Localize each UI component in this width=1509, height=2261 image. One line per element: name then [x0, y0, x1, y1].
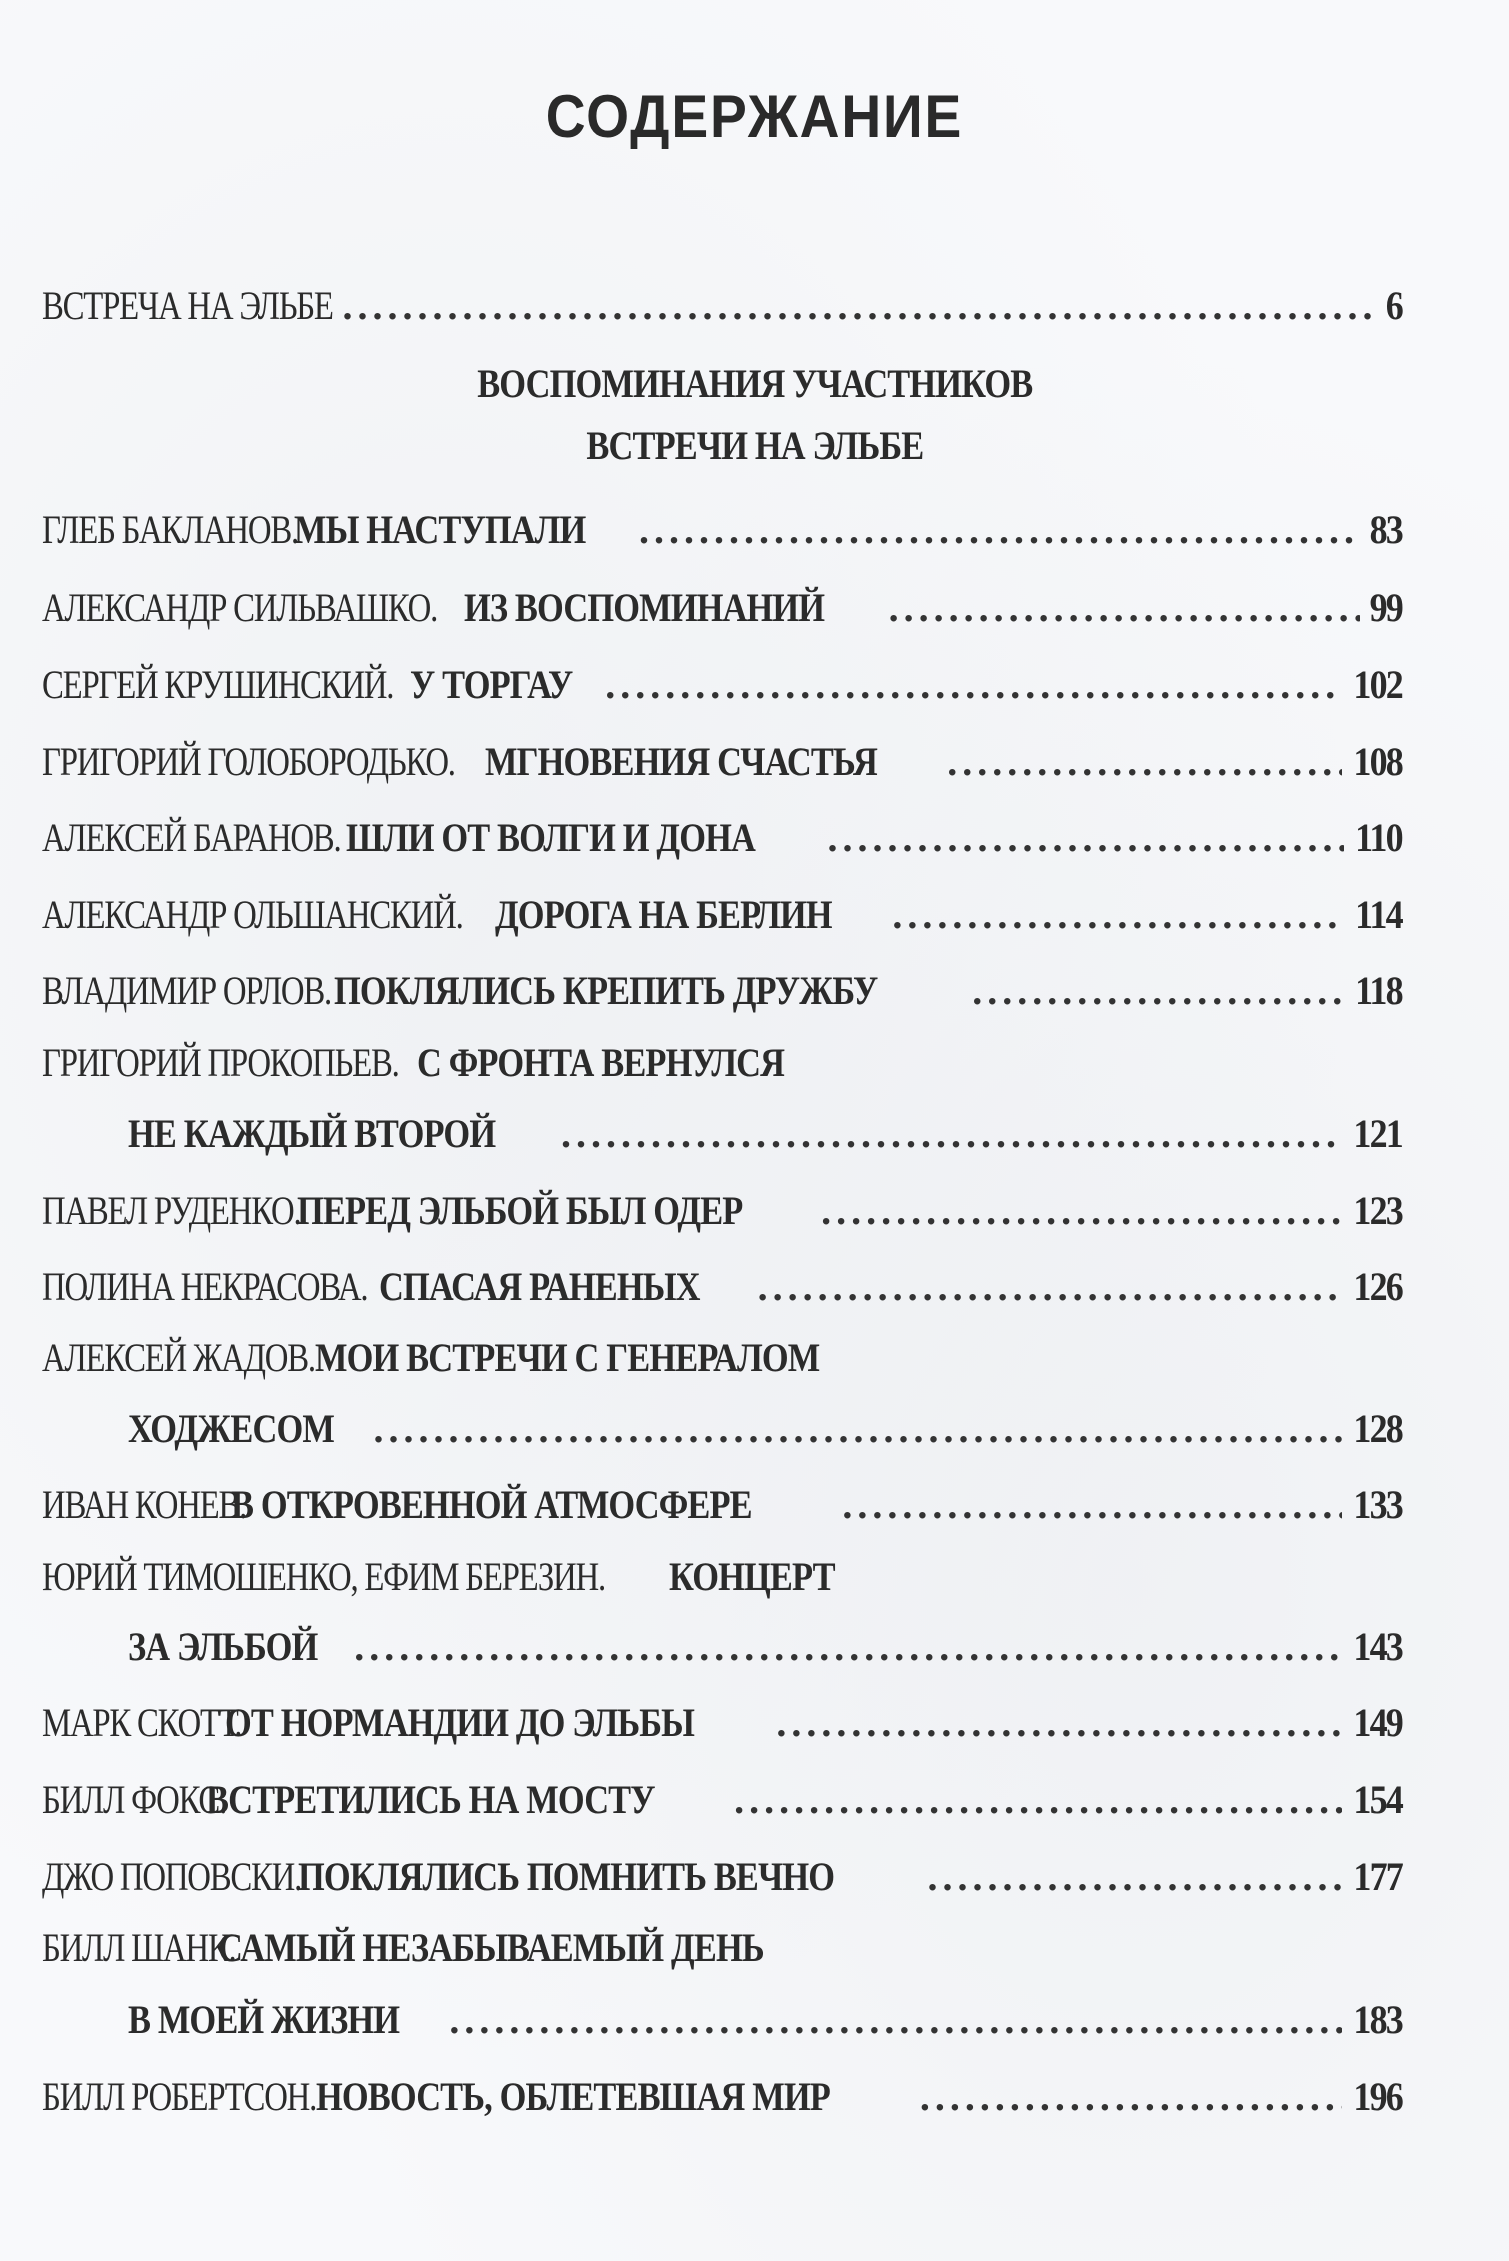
toc-entry[interactable]: [42, 504, 1402, 556]
toc-entry[interactable]: [42, 1697, 1402, 1749]
dot-leader: [343, 280, 1378, 332]
entry-title: МГНОВЕНИЯ СЧАСТЬЯ: [485, 739, 878, 784]
page-number: 108: [1353, 739, 1402, 784]
toc-entry[interactable]: [42, 812, 1402, 864]
toc-entry[interactable]: [42, 1261, 1402, 1313]
dot-leader: [821, 1185, 1342, 1237]
dot-leader: [639, 504, 1360, 556]
entry-title: ПЕРЕД ЭЛЬБОЙ БЫЛ ОДЕР: [297, 1188, 743, 1233]
toc-entry-continuation[interactable]: [128, 1621, 1402, 1673]
entry-title: ПОКЛЯЛИСЬ ПОМНИТЬ ВЕЧНО: [298, 1854, 835, 1899]
page-number: 183: [1353, 1997, 1402, 2042]
page-number: 99: [1369, 585, 1402, 630]
toc-entry[interactable]: [42, 965, 1402, 1017]
dot-leader: [972, 965, 1344, 1017]
dot-leader: [920, 2071, 1342, 2123]
page-number: 6: [1385, 283, 1402, 328]
entry-author: ДЖО ПОПОВСКИ.: [42, 1854, 302, 1899]
entry-title: СПАСАЯ РАНЕНЫХ: [378, 1264, 700, 1309]
toc-entry-continuation[interactable]: [128, 1108, 1402, 1160]
dot-leader: [828, 812, 1345, 864]
page-number: 114: [1355, 892, 1402, 937]
entry-author: ЮРИЙ ТИМОШЕНКО, ЕФИМ БЕРЕЗИН.: [42, 1554, 605, 1599]
toc-entry-continuation[interactable]: [128, 1403, 1402, 1455]
entry-author: АЛЕКСАНДР СИЛЬВАШКО.: [42, 585, 438, 630]
entry-title: У ТОРГАУ: [410, 662, 573, 707]
entry-title: МЫ НАСТУПАЛИ: [294, 507, 586, 552]
toc-entry[interactable]: [42, 1332, 1402, 1384]
entry-title: ВСТРЕТИЛИСЬ НА МОСТУ: [206, 1777, 656, 1822]
toc-entry[interactable]: [42, 1185, 1402, 1237]
entry-title-continuation: НЕ КАЖДЫЙ ВТОРОЙ: [128, 1111, 496, 1156]
entry-title-continuation: В МОЕЙ ЖИЗНИ: [128, 1997, 400, 2042]
entry-title-continuation: ЗА ЭЛЬБОЙ: [128, 1624, 318, 1669]
dot-leader: [734, 1774, 1342, 1826]
entry-title: ВСТРЕЧА НА ЭЛЬБЕ: [42, 283, 333, 328]
toc-entry-continuation[interactable]: [128, 1994, 1402, 2046]
dot-leader: [892, 889, 1344, 941]
dot-leader: [561, 1108, 1342, 1160]
dot-leader: [373, 1403, 1342, 1455]
dot-leader: [947, 736, 1342, 788]
toc-entry[interactable]: [42, 1551, 1402, 1603]
entry-author: ПАВЕЛ РУДЕНКО.: [42, 1188, 301, 1233]
page-number: 110: [1355, 815, 1402, 860]
dot-leader: [927, 1851, 1342, 1903]
page-number: 177: [1353, 1854, 1402, 1899]
toc-entry[interactable]: [42, 2071, 1402, 2123]
entry-author: АЛЕКСЕЙ БАРАНОВ.: [42, 815, 341, 860]
page-number: 196: [1353, 2074, 1402, 2119]
toc-entry[interactable]: [42, 736, 1402, 788]
entry-author: ВЛАДИМИР ОРЛОВ.: [42, 968, 331, 1013]
entry-author: ГРИГОРИЙ ГОЛОБОРОДЬКО.: [42, 739, 455, 784]
entry-title-continuation: ХОДЖЕСОМ: [128, 1406, 334, 1451]
entry-title: НОВОСТЬ, ОБЛЕТЕВШАЯ МИР: [316, 2074, 831, 2119]
page-title: СОДЕРЖАНИЕ: [545, 83, 964, 150]
page-number: 121: [1353, 1111, 1402, 1156]
toc-entry[interactable]: [42, 889, 1402, 941]
entry-author: СЕРГЕЙ КРУШИНСКИЙ.: [42, 662, 394, 707]
entry-title: САМЫЙ НЕЗАБЫВАЕМЫЙ ДЕНЬ: [217, 1925, 764, 1970]
entry-title: В ОТКРОВЕННОЙ АТМОСФЕРЕ: [230, 1482, 752, 1527]
entry-author: МАРК СКОТТ.: [42, 1700, 242, 1745]
entry-title: ОТ НОРМАНДИИ ДО ЭЛЬБЫ: [225, 1700, 695, 1745]
page-number: 118: [1355, 968, 1402, 1013]
dot-leader: [776, 1697, 1342, 1749]
toc-entry[interactable]: [42, 659, 1402, 711]
entry-title: КОНЦЕРТ: [668, 1554, 835, 1599]
page-number: 128: [1353, 1406, 1402, 1451]
page-number: 102: [1353, 662, 1402, 707]
page-number: 154: [1353, 1777, 1402, 1822]
entry-title: ПОКЛЯЛИСЬ КРЕПИТЬ ДРУЖБУ: [334, 968, 878, 1013]
entry-title: ШЛИ ОТ ВОЛГИ И ДОНА: [345, 815, 755, 860]
toc-entry[interactable]: [42, 582, 1402, 634]
dot-leader: [605, 659, 1342, 711]
toc-entry[interactable]: [42, 280, 1402, 332]
entry-author: АЛЕКСЕЙ ЖАДОВ.: [42, 1335, 315, 1380]
entry-author: БИЛЛ ФОКС.: [42, 1777, 227, 1822]
entry-title: ИЗ ВОСПОМИНАНИЙ: [463, 585, 824, 630]
dot-leader: [842, 1479, 1342, 1531]
section-heading-line2: ВСТРЕЧИ НА ЭЛЬБЕ: [586, 423, 923, 468]
entry-author: БИЛЛ ШАНК.: [42, 1925, 236, 1970]
page-number: 123: [1353, 1188, 1402, 1233]
page-number: 149: [1353, 1700, 1402, 1745]
entry-author: ГЛЕБ БАКЛАНОВ.: [42, 507, 298, 552]
entry-author: ГРИГОРИЙ ПРОКОПЬЕВ.: [42, 1040, 399, 1085]
dot-leader: [354, 1621, 1342, 1673]
entry-author: АЛЕКСАНДР ОЛЬШАНСКИЙ.: [42, 892, 463, 937]
entry-author: БИЛЛ РОБЕРТСОН.: [42, 2074, 317, 2119]
toc-entry[interactable]: [42, 1774, 1402, 1826]
page-number: 133: [1353, 1482, 1402, 1527]
dot-leader: [758, 1261, 1342, 1313]
page-number: 83: [1369, 507, 1402, 552]
entry-title: С ФРОНТА ВЕРНУЛСЯ: [416, 1040, 784, 1085]
toc-entry[interactable]: [42, 1479, 1402, 1531]
entry-author: ПОЛИНА НЕКРАСОВА.: [42, 1264, 368, 1309]
page-number: 126: [1353, 1264, 1402, 1309]
entry-title: ДОРОГА НА БЕРЛИН: [494, 892, 832, 937]
dot-leader: [889, 582, 1360, 634]
section-heading-line1: ВОСПОМИНАНИЯ УЧАСТНИКОВ: [476, 361, 1033, 406]
toc-entry[interactable]: [42, 1037, 1402, 1089]
toc-entry[interactable]: [42, 1922, 1402, 1974]
page-number: 143: [1353, 1624, 1402, 1669]
dot-leader: [449, 1994, 1342, 2046]
entry-author: ИВАН КОНЕВ.: [42, 1482, 247, 1527]
entry-title: МОИ ВСТРЕЧИ С ГЕНЕРАЛОМ: [314, 1335, 820, 1380]
toc-entry[interactable]: [42, 1851, 1402, 1903]
